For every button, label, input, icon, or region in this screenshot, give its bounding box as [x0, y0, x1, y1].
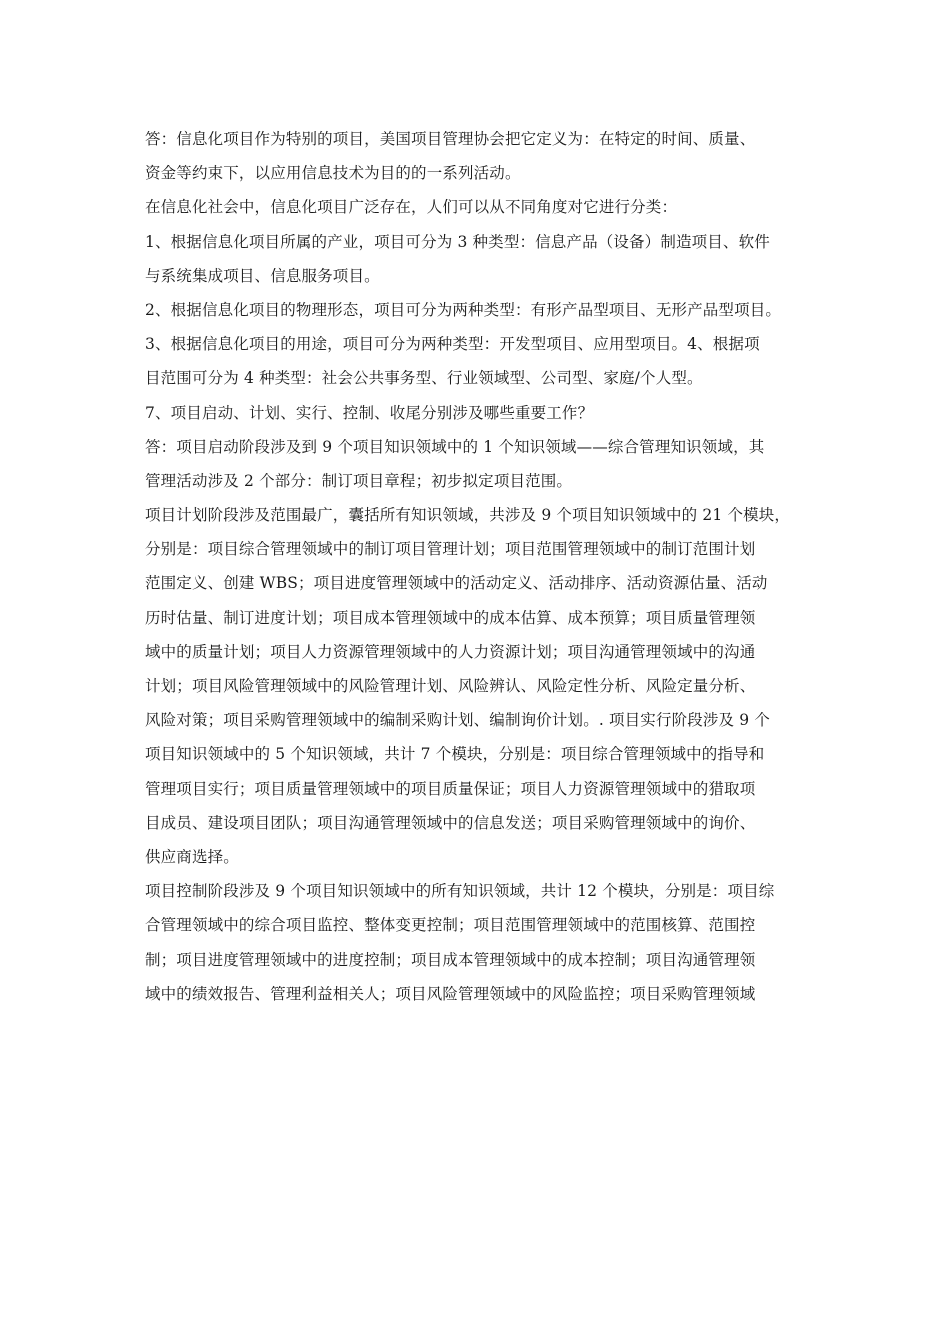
text-line: 与系统集成项目、信息服务项目。: [145, 266, 380, 285]
text-line: 项目知识领域中的 5 个知识领域，共计 7 个模块，分别是：项目综合管理领域中的指导和: [145, 745, 765, 764]
text-line: 管理项目实行；项目质量管理领域中的项目质量保证；项目人力资源管理领域中的猎取项: [145, 779, 756, 798]
text-line: 3、根据信息化项目的用途，项目可分为两种类型：开发型项目、应用型项目。4、根据项: [145, 335, 760, 354]
text-line: 制；项目进度管理领域中的进度控制；项目成本管理领域中的成本控制；项目沟通管理领: [145, 950, 756, 969]
text-line: 目范围可分为 4 种类型：社会公共事务型、行业领域型、公司型、家庭/个人型。: [145, 369, 703, 388]
text-line: 项目计划阶段涉及范围最广，囊括所有知识领域，共涉及 9 个项目知识领域中的 21 个模块，: [145, 506, 791, 525]
text-line: 答：信息化项目作为特别的项目，美国项目管理协会把它定义为：在特定的时间、质量、: [145, 130, 756, 148]
text-line: 供应商选择。: [145, 847, 239, 866]
text-line: 合管理领域中的综合项目监控、整体变更控制；项目范围管理领域中的范围核算、范围控: [145, 916, 756, 935]
text-line: 域中的质量计划；项目人力资源管理领域中的人力资源计划；项目沟通管理领域中的沟通: [145, 642, 756, 661]
text-line: 管理活动涉及 2 个部分：制订项目章程；初步拟定项目范围。: [145, 471, 573, 490]
text-line: 域中的绩效报告、管理利益相关人；项目风险管理领域中的风险监控；项目采购管理领域: [145, 984, 756, 1003]
text-line: 计划；项目风险管理领域中的风险管理计划、风险辨认、风险定性分析、风险定量分析、: [145, 677, 756, 695]
text-line: 7、项目启动、计划、实行、控制、收尾分别涉及哪些重要工作？: [145, 403, 594, 422]
text-line: 范围定义、创建 WBS；项目进度管理领域中的活动定义、活动排序、活动资源估量、活动: [145, 574, 768, 593]
text-line: 风险对策；项目采购管理领域中的编制采购计划、编制询价计划。. 项目实行阶段涉及 9 个: [145, 711, 771, 730]
document-page: [145, 122, 835, 1011]
text-line: 1、根据信息化项目所属的产业，项目可分为 3 种类型：信息产品（设备）制造项目、软件: [145, 232, 770, 251]
text-line: 2、根据信息化项目的物理形态，项目可分为两种类型：有形产品型项目、无形产品型项目。: [145, 300, 782, 319]
text-line: 项目控制阶段涉及 9 个项目知识领域中的所有知识领域，共计 12 个模块，分别是：项目综: [145, 882, 775, 901]
text-line: 在信息化社会中，信息化项目广泛存在，人们可以从不同角度对它进行分类：: [145, 198, 678, 217]
text-line: 资金等约束下，以应用信息技术为目的的一系列活动。: [145, 164, 521, 183]
text-line: 历时估量、制订进度计划；项目成本管理领域中的成本估算、成本预算；项目质量管理领: [145, 608, 756, 627]
text-line: 分别是：项目综合管理领域中的制订项目管理计划；项目范围管理领域中的制订范围计划: [145, 540, 756, 559]
text-line: 答：项目启动阶段涉及到 9 个项目知识领域中的 1 个知识领域——综合管理知识领域，其: [145, 437, 765, 456]
text-line: 目成员、建设项目团队；项目沟通管理领域中的信息发送；项目采购管理领域中的询价、: [145, 813, 756, 832]
